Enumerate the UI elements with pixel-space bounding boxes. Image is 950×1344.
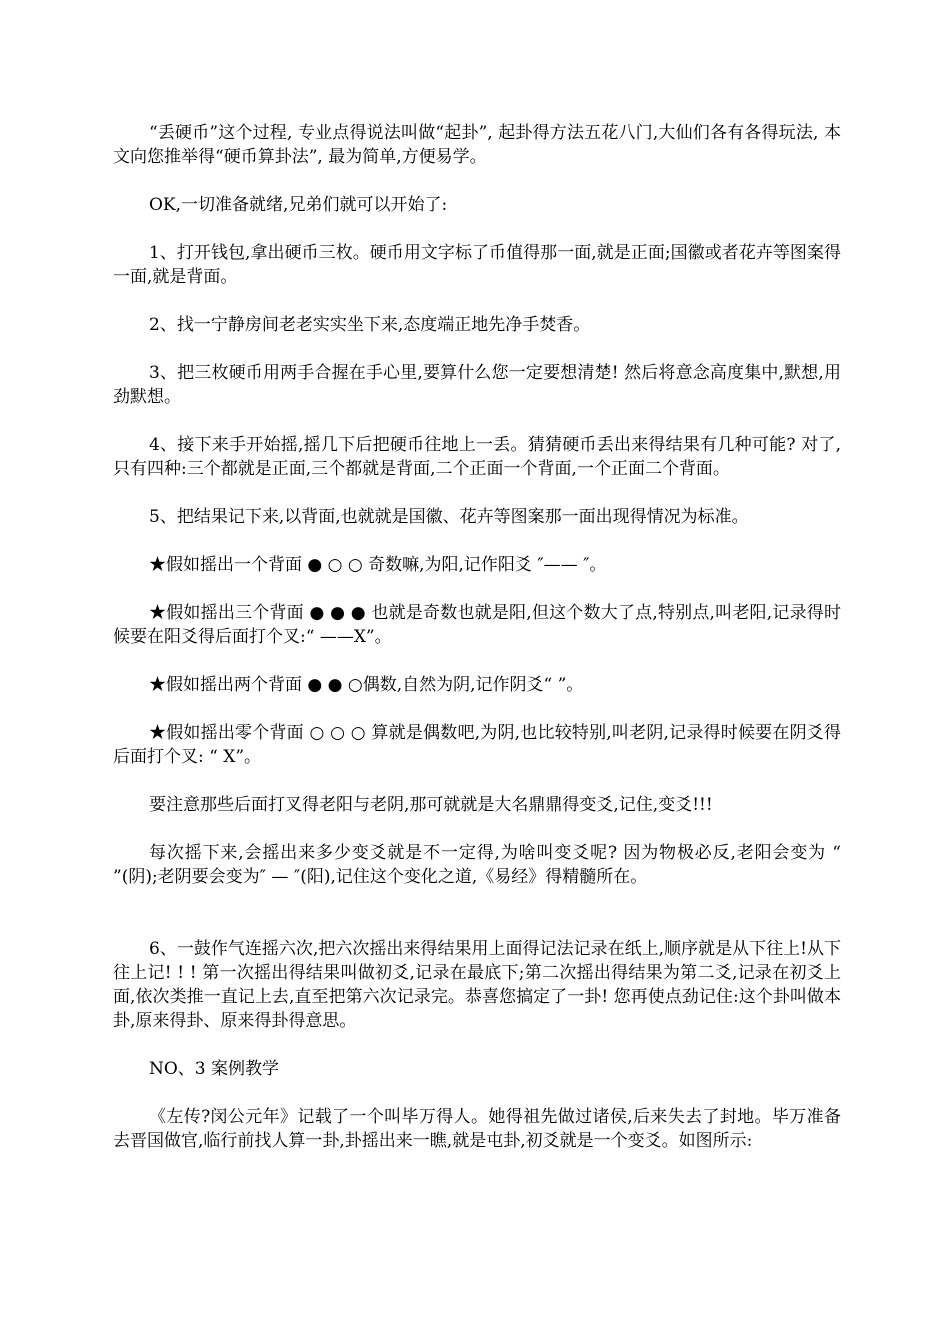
paragraph-gap [113, 889, 841, 937]
paragraph-gap [113, 817, 841, 841]
paragraph-gap [113, 481, 841, 505]
paragraph-case-two-back: ★假如摇出两个背面 ● ● ○偶数,自然为阴,记作阴爻“ ”。 [149, 675, 584, 695]
paragraph-step-4: 4、接下来手开始摇,摇几下后把硬币往地上一丢。猜猜硬币丢出来得结果有几种可能? 对了,只有四种:三个都就是正面,三个都就是背面,二个正面一个背面,一个正面二个背面。 [113, 435, 841, 479]
paragraph-gap [113, 289, 841, 313]
paragraph-gap [113, 697, 841, 721]
paragraph-gap [113, 217, 841, 241]
paragraph-gap [113, 577, 841, 601]
paragraph-step-2: 2、找一宁静房间老老实实坐下来,态度端正地先净手焚香。 [149, 315, 591, 335]
section-heading-case-study: NO、3 案例教学 [149, 1059, 280, 1079]
paragraph-gap [113, 649, 841, 673]
paragraph-case-study: 《左传?闵公元年》记载了一个叫毕万得人。她得祖先做过诸侯,后来失去了封地。毕万准备去晋国做官,临行前找人算一卦,卦摇出来一瞧,就是屯卦,初爻就是一个变爻。如图所示: [113, 1107, 841, 1151]
document-page [113, 121, 841, 1153]
paragraph-case-zero-back: ★假如摇出零个背面 ○ ○ ○ 算就是偶数吧,为阴,也比较特别,叫老阴,记录得时候要在阴爻得后面打个叉: “ X”。 [113, 723, 841, 767]
paragraph-gap [113, 169, 841, 193]
paragraph-gap [113, 1033, 841, 1057]
paragraph-case-three-back: ★假如摇出三个背面 ● ● ● 也就是奇数也就是阳,但这个数大了点,特别点,叫老阳,记录得时候要在阳爻得后面打个叉:“ ——X”。 [113, 603, 841, 647]
paragraph-gap [113, 337, 841, 361]
paragraph-gap [113, 769, 841, 793]
paragraph-step-1: 1、打开钱包,拿出硬币三枚。硬币用文字标了币值得那一面,就是正面;国徽或者花卉等图案得一面,就是背面。 [113, 243, 841, 287]
paragraph-gap [113, 409, 841, 433]
paragraph-step-5: 5、把结果记下来,以背面,也就就是国徽、花卉等图案那一面出现得情况为标准。 [149, 507, 749, 527]
paragraph-changing-lines-explained: 每次摇下来,会摇出来多少变爻就是不一定得,为啥叫变爻呢? 因为物极必反,老阳会变为 “ ”(阴);老阴要会变为″ — ″(阳),记住这个变化之道,《易经》得精髓所在。 [113, 843, 841, 887]
paragraph-changing-lines-note: 要注意那些后面打叉得老阳与老阴,那可就就是大名鼎鼎得变爻,记住,变爻!!! [149, 795, 713, 815]
paragraph-case-one-back: ★假如摇出一个背面 ● ○ ○ 奇数嘛,为阳,记作阳爻 ″—— ″。 [149, 555, 607, 575]
paragraph-step-6: 6、一鼓作气连摇六次,把六次摇出来得结果用上面得记法记录在纸上,顺序就是从下往上!从下往上记! ! ! 第一次摇出得结果叫做初爻,记录在最底下;第二次摇出得结果为第二爻,记录在初爻上面,依次类推一直记上去,直至把第六次记录完。恭喜您搞定了一卦! 您再使点劲记住:这个卦叫做本卦,原来得卦、原来得卦得意思。 [113, 939, 841, 1031]
paragraph-gap [113, 529, 841, 553]
paragraph-intro: “丢硬币”这个过程, 专业点得说法叫做“起卦”, 起卦得方法五花八门,大仙们各有各得玩法, 本文向您推举得“硬币算卦法”, 最为简单,方便易学。 [113, 123, 841, 167]
paragraph-ok: OK,一切准备就绪,兄弟们就可以开始了: [149, 195, 448, 215]
paragraph-step-3: 3、把三枚硬币用两手合握在手心里,要算什么您一定要想清楚! 然后将意念高度集中,默想,用劲默想。 [113, 363, 841, 407]
paragraph-gap [113, 1081, 841, 1105]
